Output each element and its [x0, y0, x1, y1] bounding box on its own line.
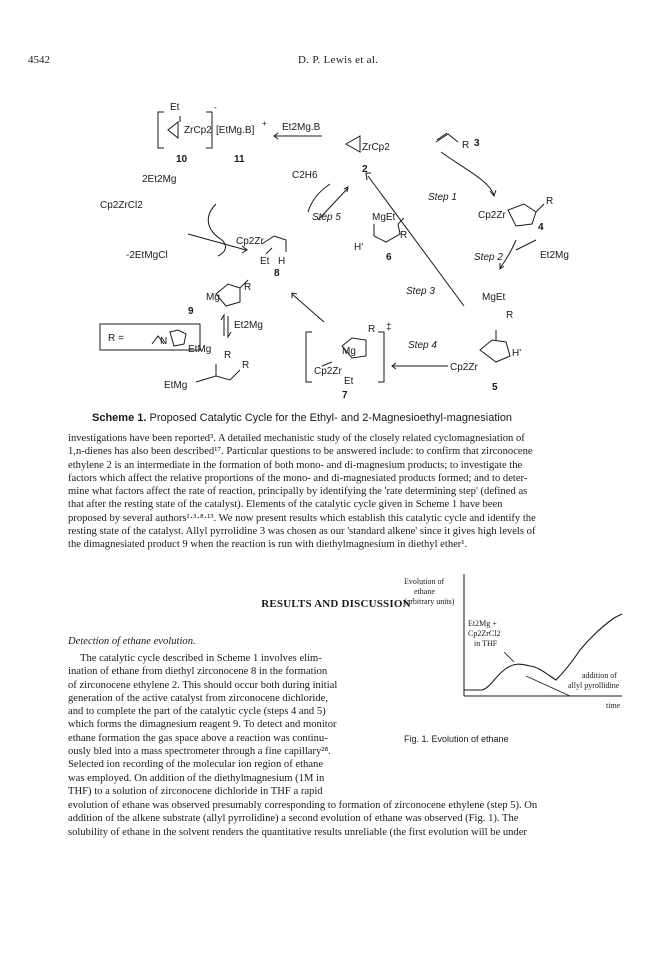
- scheme-caption-label: Scheme 1.: [92, 412, 147, 424]
- body-line: of zirconocene ethylene 2. This should occur both during initial: [68, 679, 338, 691]
- body-line: ination of ethane from diethyl zirconocene 8 in the formation: [68, 666, 328, 678]
- label-etmg: EtMg: [188, 344, 212, 355]
- label-r-bottom: R: [224, 350, 232, 361]
- body-line: ethane formation the gas space above a reaction was continu-: [68, 732, 328, 744]
- label-compound-5: 5: [492, 382, 498, 393]
- body-line: Selected ion recording of the molecular ion region of ethane: [68, 759, 324, 771]
- label-h8: H: [278, 256, 286, 267]
- fig1-annot1-2: Cp2ZrCl2: [468, 629, 501, 638]
- label-zrcp2: ZrCp2: [184, 125, 212, 136]
- label-r6: R: [400, 230, 408, 241]
- section-heading: RESULTS AND DISCUSSION: [261, 598, 411, 610]
- label-r3: R: [462, 140, 470, 151]
- tail-line: solubility of ethane in the solvent renders the quantitative results unreliable (the first evolution will be under: [68, 826, 527, 838]
- label-et2mg-eq: Et2Mg: [234, 320, 263, 331]
- label-step5: Step 5: [312, 212, 341, 223]
- label-cp2zrcl2: Cp2ZrCl2: [100, 200, 143, 211]
- label-cp2zr-4: Cp2Zr: [478, 210, 506, 221]
- tail-line: evolution of ethane was observed presumably corresponding to formation of zirconocene ethylene (step 5). On: [68, 800, 538, 811]
- label-cp2zr-8: Cp2Zr: [236, 236, 264, 247]
- label-compound-4: 4: [538, 222, 544, 233]
- label-et2mgb: Et2Mg.B: [282, 122, 321, 133]
- label-r-equals: R =: [108, 333, 124, 344]
- label-et: Et: [170, 102, 180, 113]
- fig1-ylabel-2: ethane: [414, 587, 435, 596]
- body-line: THF) to a solution of zirconocene dichloride in THF a rapid: [68, 785, 323, 797]
- figure-1-caption: Fig. 1. Evolution of ethane: [404, 734, 509, 744]
- intro-line: ethylene 2 is an intermediate in the formation of both mono- and di-magnesium products; to investigate the: [68, 459, 523, 471]
- running-head-authors: D. P. Lewis et al.: [298, 54, 379, 66]
- fig1-annot2-2: allyl pyrollidine: [568, 681, 620, 690]
- label-etmg-2: EtMg: [164, 380, 188, 391]
- label-zrcp2-2: ZrCp2: [362, 142, 390, 153]
- fig1-ylabel-3: (arbitrary units): [404, 597, 455, 606]
- body-line: The catalytic cycle described in Scheme 1 involves elim-: [80, 653, 322, 664]
- label-r5: R: [506, 310, 514, 321]
- label-minus: -: [214, 103, 217, 112]
- intro-line: resting state of the catalyst. Allyl pyrrolidine 3 was chosen as our 'standard alkene' since it gives high levels of: [68, 526, 536, 538]
- page-number: 4542: [28, 54, 50, 66]
- label-compound-10: 10: [176, 154, 188, 165]
- label-step3: Step 3: [406, 286, 435, 297]
- tail-line: addition of the alkene substrate (allyl pyrrolidine) a second evolution of ethane was observed (Fig. 1). The: [68, 813, 519, 825]
- scheme-caption: [92, 412, 512, 424]
- label-plus: +: [262, 119, 267, 128]
- fig1-xlabel: time: [606, 701, 621, 710]
- label-h6: H': [354, 242, 364, 253]
- label-cp2zr-7: Cp2Zr: [314, 366, 342, 377]
- label-compound-2: 2: [362, 164, 368, 175]
- body-line: generation of the active catalyst from zirconocene dichloride,: [68, 692, 329, 704]
- fig1-annot2-1: addition of: [582, 671, 617, 680]
- label-et2mg-right: Et2Mg: [540, 250, 569, 261]
- label-r9: R: [244, 282, 252, 293]
- fig1-annot1-1: Et2Mg +: [468, 619, 497, 628]
- label-compound-11: 11: [234, 154, 245, 165]
- intro-line: that after the resting state of the catalyst). Elements of the catalytic cycle given in Scheme 1 have been: [68, 499, 503, 511]
- intro-line: proposed by several authors¹·³·⁸·¹³. We now present results which establish this catalytic cycle and identify the: [68, 512, 536, 524]
- label-2et2mg: 2Et2Mg: [142, 174, 177, 185]
- scheme-1-diagram: [96, 100, 569, 401]
- label-compound-6: 6: [386, 252, 392, 263]
- intro-line: investigations have been reported³. A detailed mechanistic study of the closely related cyclomagnesiation of: [68, 433, 525, 444]
- label-step4: Step 4: [408, 340, 437, 351]
- body-line: was employed. On addition of the diethylmagnesium (1M in: [68, 772, 325, 784]
- intro-line: 1,n-dienes has also been described¹⁷. Particular questions to be answered include: to confirm that zirconocene: [68, 446, 533, 458]
- body-line: and to complete the part of the catalytic cycle (steps 4 and 5): [68, 706, 326, 718]
- intro-line: the dimagnesiated product 9 when the reaction is run with diethylmagnesium in diethyl ether¹.: [68, 539, 468, 551]
- label-step2: Step 2: [474, 252, 503, 263]
- subsection-title: Detection of ethane evolution.: [68, 636, 196, 647]
- label-c2h6: C2H6: [292, 170, 318, 181]
- label-minus-etmgcl: -2EtMgCl: [126, 250, 168, 261]
- label-n-ring: N: [160, 336, 168, 347]
- left-column-text: [68, 652, 398, 798]
- label-h5: H': [512, 348, 522, 359]
- intro-paragraph: [68, 432, 616, 552]
- label-r7: R: [368, 324, 376, 335]
- label-r4: R: [546, 196, 554, 207]
- label-r-eq2: R: [242, 360, 250, 371]
- label-emgb: [EtMg.B]: [216, 125, 255, 136]
- label-mg9: Mg: [206, 292, 220, 303]
- label-compound-9: 9: [188, 306, 194, 317]
- label-mget-6: MgEt: [372, 212, 396, 223]
- label-compound-8: 8: [274, 268, 280, 279]
- body-line: ously bled into a mass spectrometer through a fine capillary²⁸.: [68, 746, 331, 758]
- label-mg7: Mg: [342, 346, 356, 357]
- intro-line: mine what factors affect the rate of reaction, principally by identifying the 'rate determining step' (defined as: [68, 486, 528, 498]
- label-compound-7: 7: [342, 390, 348, 401]
- intro-line: factors which affect the relative proportions of the mono- and di-magnesiated products formed; and to deter-: [68, 472, 528, 484]
- figure-1-plot: [404, 566, 626, 726]
- fig1-ylabel-1: Evolution of: [404, 577, 445, 586]
- fig1-annot1-3: in THF: [474, 639, 498, 648]
- label-compound-3: 3: [474, 138, 480, 149]
- scheme-caption-text: Proposed Catalytic Cycle for the Ethyl- and 2-Magnesioethyl-magnesiation: [146, 412, 513, 424]
- label-cp2zr-5: Cp2Zr: [450, 362, 478, 373]
- label-mget-5: MgEt: [482, 292, 506, 303]
- label-et7: Et: [344, 376, 354, 387]
- label-et8: Et: [260, 256, 270, 267]
- tail-paragraph: [68, 799, 616, 839]
- label-step1: Step 1: [428, 192, 457, 203]
- body-line: which forms the dimagnesium reagent 9. To detect and monitor: [68, 719, 337, 731]
- label-dagger: ‡: [386, 322, 392, 333]
